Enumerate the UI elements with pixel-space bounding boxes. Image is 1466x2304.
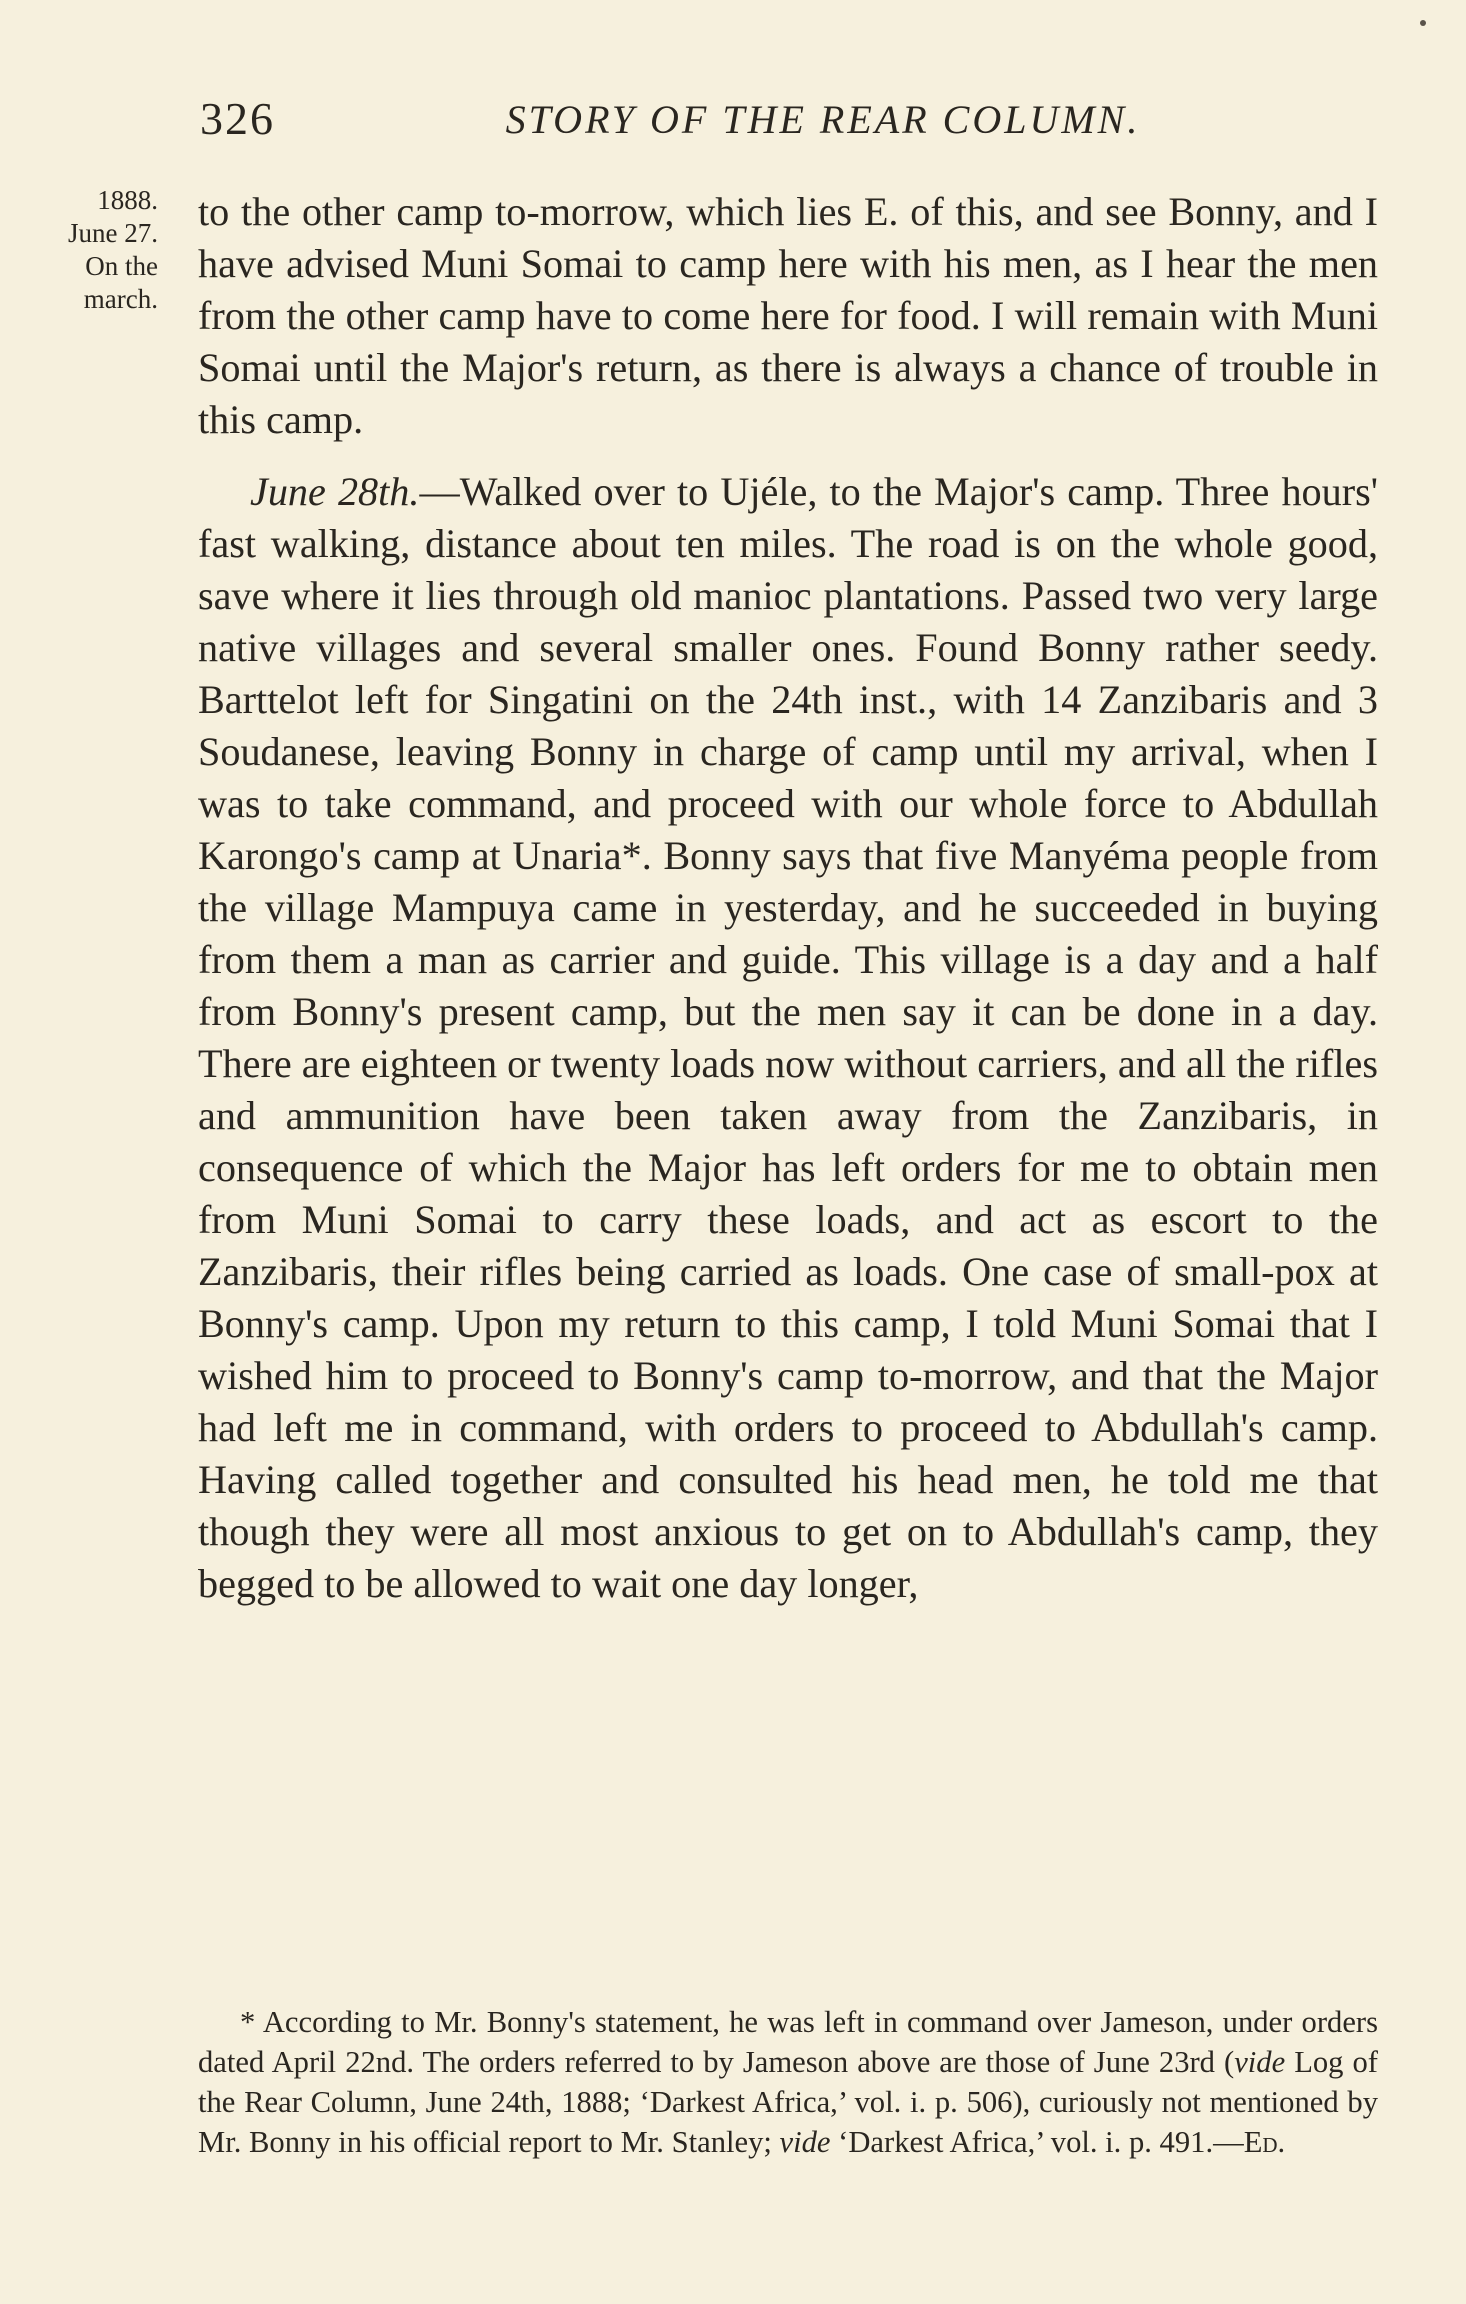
footnote-paragraph xyxy=(198,2002,1378,2162)
footnote-part1: * According to Mr. Bonny's statement, he was left in command over Jameson, under orders dated April 22nd. The orders referred to by Jameson above are those of June 23rd ( xyxy=(198,2005,1378,2079)
paragraph-1: to the other camp to-morrow, which lies E. of this, and see Bonny, and I have advised Muni Somai to camp here with his men, as I hear the men from the other camp have to come here for food. I will remain with Muni Somai until the Major's return, as there is always a chance of trouble in this camp. xyxy=(198,189,1378,442)
margin-notes xyxy=(28,184,158,316)
margin-note-line1: On the xyxy=(85,251,158,281)
footnote-vide-1: vide xyxy=(1234,2045,1286,2079)
entry-date: June 28th. xyxy=(250,469,420,514)
footnote-part3: ‘Darkest Africa,’ vol. i. p. 491.— xyxy=(830,2125,1244,2159)
body-text xyxy=(198,186,1378,1610)
footnote-vide-2: vide xyxy=(779,2125,831,2159)
page-header xyxy=(200,92,1386,152)
running-title: STORY OF THE REAR COLUMN. xyxy=(505,97,1141,142)
paragraph-2 xyxy=(198,466,1378,1610)
margin-date: June 27. xyxy=(68,218,158,248)
paragraph-2-text: —Walked over to Ujéle, to the Major's camp. Three hours' fast walking, distance about ten miles. The road is on the whole good, save where it lies through old manioc plantations. Passed two very large native villages and several smaller ones. Found Bonny rather seedy. Barttelot left for Singatini on the 24th inst., with 14 Zanzibaris and 3 Soudanese, leaving Bonny in charge of camp until my arrival, when I was to take command, and proceed with our whole force to Abdullah Karongo's camp at Unaria*. Bonny says that five Manyéma people from the village Mampuya came in yesterday, and he succeeded in buying from them a man as carrier and guide. This village is a day and a half from Bonny's present camp, but the men say it can be done in a day. There are eighteen or twenty loads now without carriers, and all the rifles and ammunition have been taken away from the Zanzibaris, in consequence of which the Major has left orders for me to obtain men from Muni Somai to carry these loads, and act as escort to the Zanzibaris, their rifles being carried as loads. One case of small-pox at Bonny's camp. Upon my return to this camp, I told Muni Somai that I wished him to proceed to Bonny's camp to-morrow, and that the Major had left me in command, with orders to proceed to Abdullah's camp. Having called together and consulted his head men, he told me that though they were all most anxious to get on to Abdullah's camp, they begged to be allowed to wait one day longer, xyxy=(198,469,1378,1606)
footnote-part2: Log of the Rear Column, June 24th, 1888; ‘Darkest Africa,’ vol. i. p. 506), curiously not mentioned by Mr. Bonny in his official report to Mr. Stanley; xyxy=(198,2045,1378,2159)
page-number: 326 xyxy=(200,93,275,144)
margin-note-line2: march. xyxy=(83,284,158,314)
footnote xyxy=(198,2002,1378,2162)
footnote-editor: Ed. xyxy=(1243,2125,1286,2159)
margin-year: 1888. xyxy=(97,185,158,215)
page-speck xyxy=(1420,20,1426,26)
